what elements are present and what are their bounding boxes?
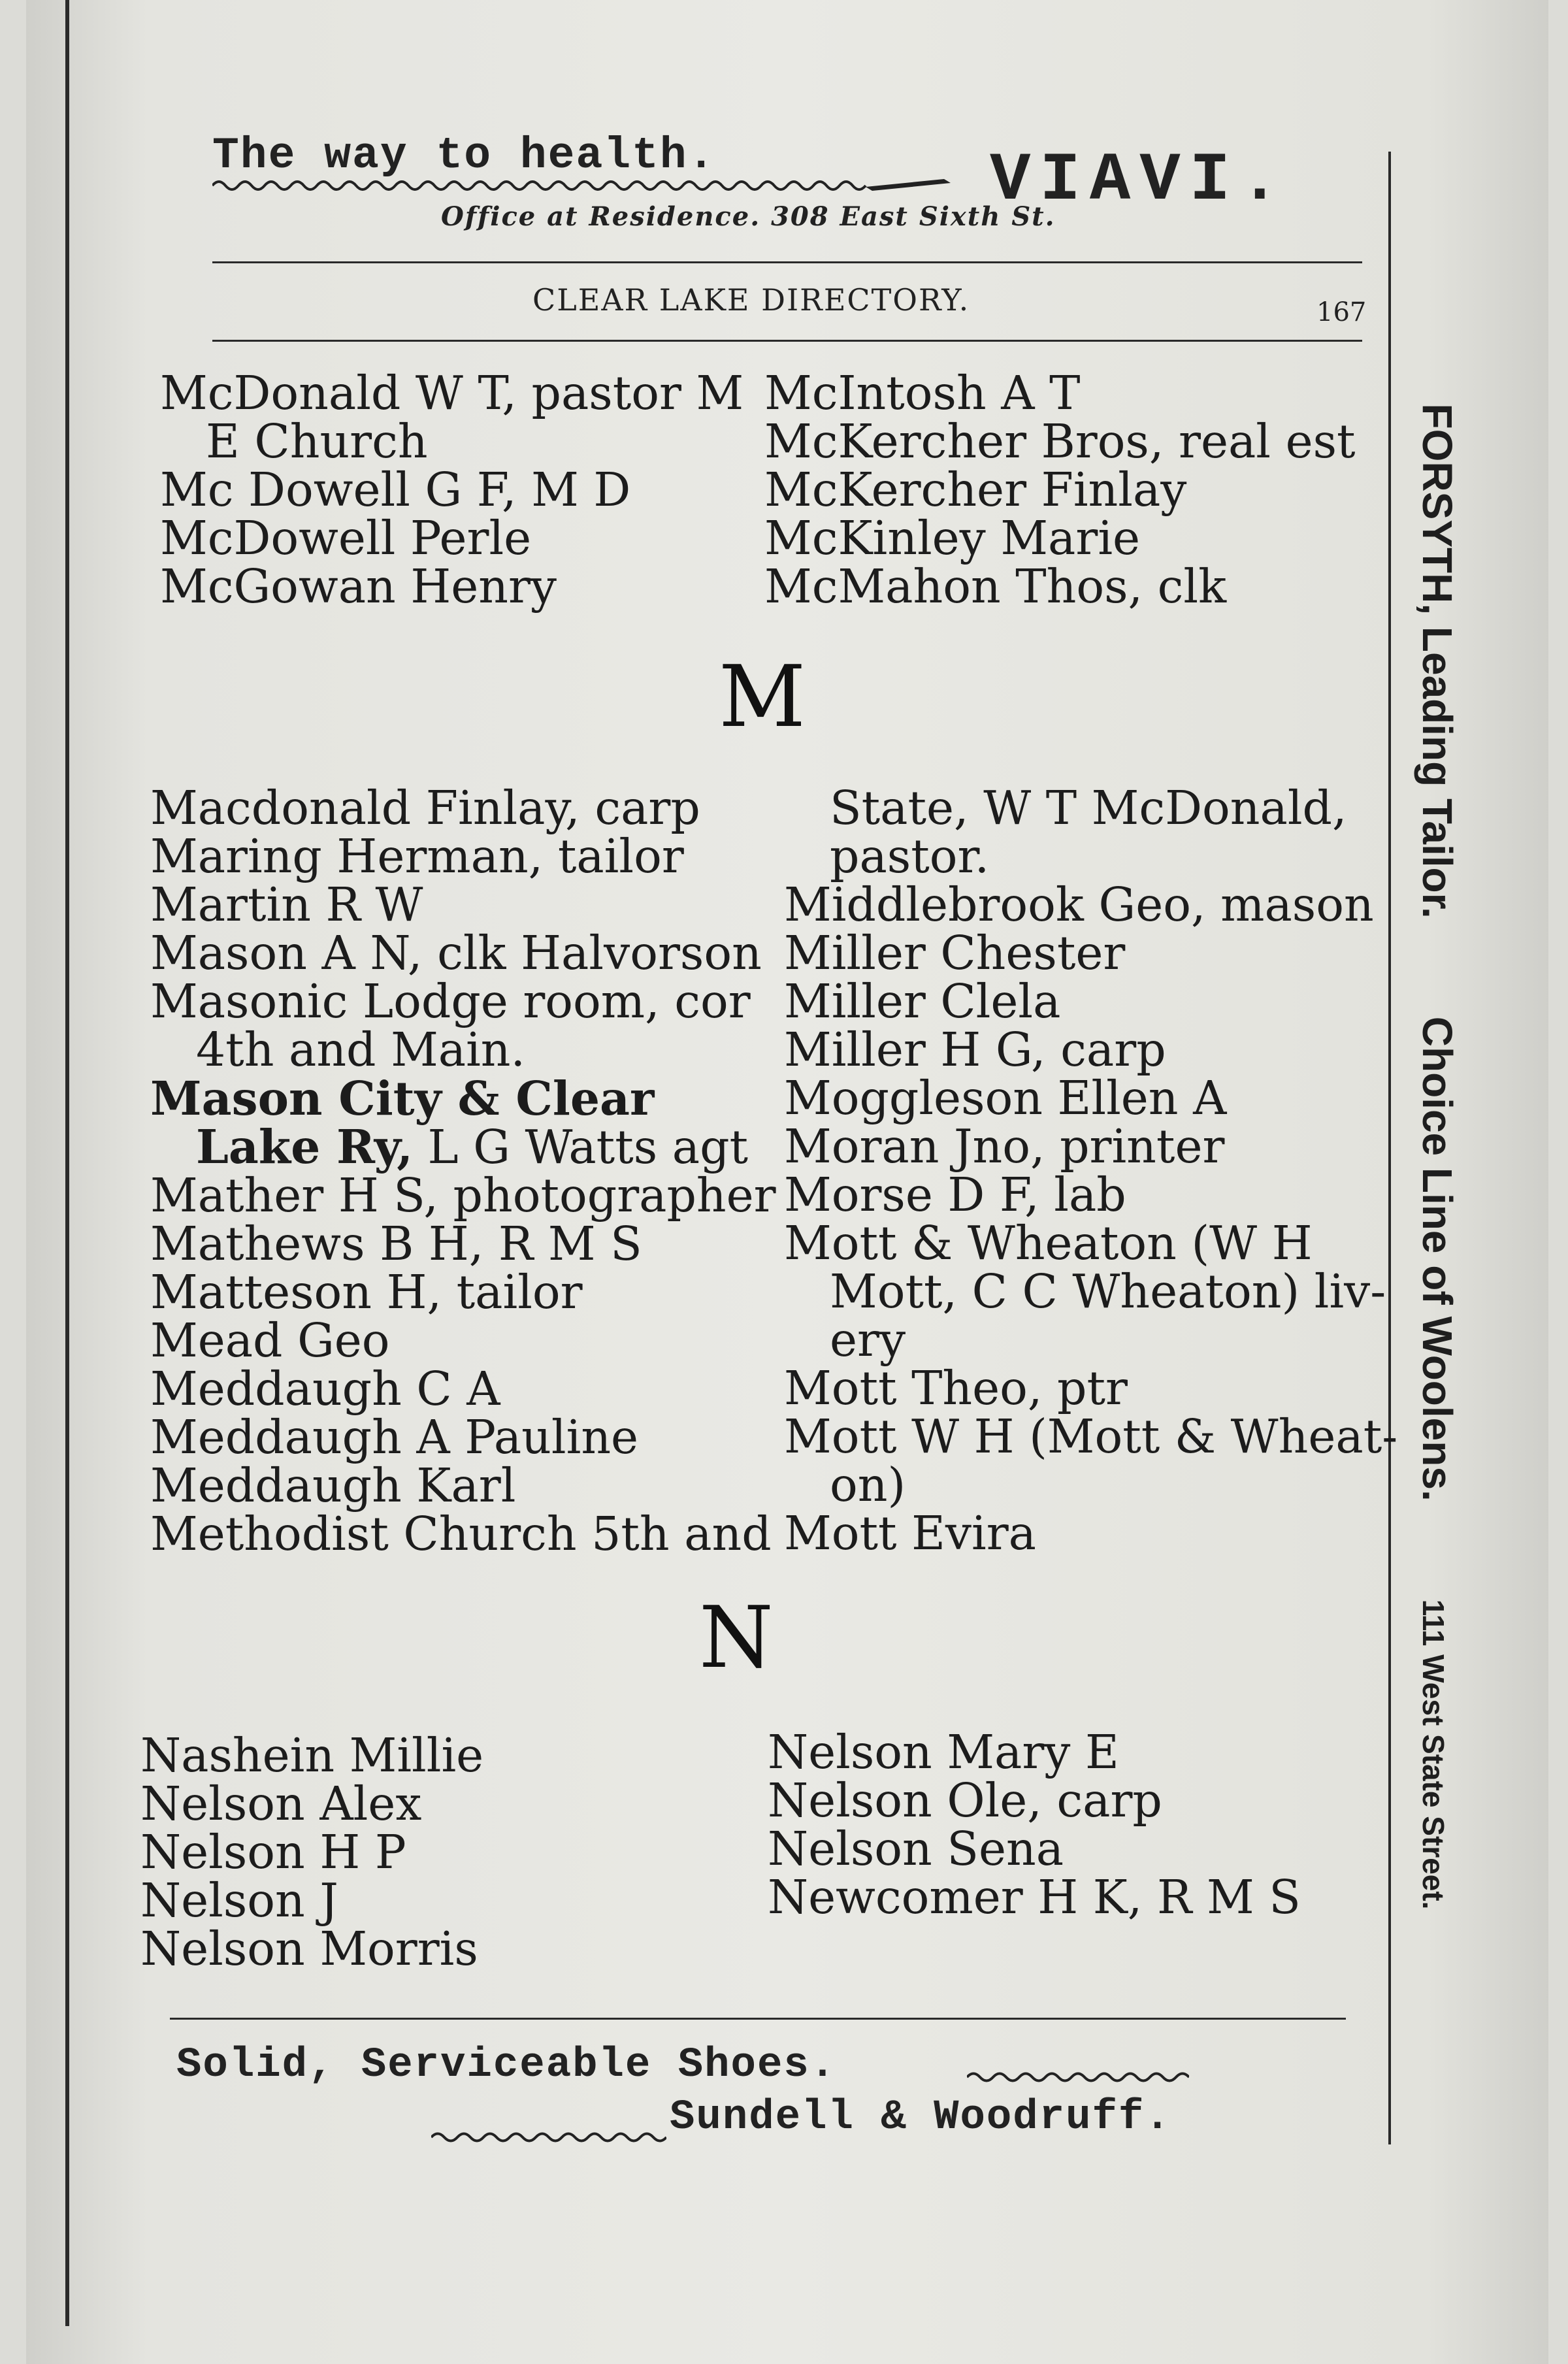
list-item: Mott Theo, ptr <box>784 1361 1128 1415</box>
list-item: Nelson J <box>140 1873 338 1928</box>
list-item: Mather H S, photographer <box>150 1168 776 1223</box>
list-item: McKercher Bros, real est <box>764 414 1356 468</box>
side-ad-tailor: FORSYTH, Leading Tailor. <box>1414 403 1461 919</box>
list-item: McDowell Perle <box>160 511 532 565</box>
side-ad-forsyth <box>1413 404 1462 1910</box>
list-item: Newcomer H K, R M S <box>768 1870 1301 1924</box>
ad-sundell-woodruff: Sundell & Woodruff. <box>670 2094 1171 2141</box>
list-item: on) <box>830 1458 906 1512</box>
binding-edge <box>65 0 69 2326</box>
list-item: Mott & Wheaton (W H <box>784 1216 1313 1270</box>
section-letter-m: M <box>719 647 806 746</box>
list-item: Miller Clela <box>784 974 1061 1028</box>
header-rule-bottom <box>212 340 1362 342</box>
list-item: E Church <box>206 414 428 468</box>
ad-shoes: Solid, Serviceable Shoes. <box>176 2042 837 2089</box>
side-ad-address: 111 West State Street. <box>1416 1599 1450 1910</box>
list-item: Middlebrook Geo, mason <box>784 878 1374 932</box>
list-item: McKinley Marie <box>764 511 1141 565</box>
list-item: Nelson Sena <box>768 1822 1064 1876</box>
section-n-left-column <box>140 1728 484 1976</box>
list-item: Mason City & Clear <box>150 1071 655 1126</box>
list-item: Masonic Lodge room, cor <box>150 974 751 1028</box>
directory-page <box>26 0 1548 2364</box>
list-item: Mott W H (Mott & Wheat- <box>784 1409 1398 1464</box>
list-item: ery <box>830 1313 906 1367</box>
list-item: McMahon Thos, clk <box>764 559 1227 614</box>
list-item: McGowan Henry <box>160 559 557 614</box>
list-item: Nelson Morris <box>140 1922 478 1976</box>
list-item: Meddaugh A Pauline <box>150 1410 639 1464</box>
section-letter-n: N <box>699 1588 774 1687</box>
list-item: Mott Evira <box>784 1506 1036 1560</box>
list-item: State, W T McDonald, <box>830 781 1347 835</box>
list-item: Mathews B H, R M S <box>150 1217 642 1271</box>
list-item: Moran Jno, printer <box>784 1119 1225 1174</box>
list-item: Mc Dowell G F, M D <box>160 463 631 517</box>
list-item: L G Watts agt <box>427 1120 749 1174</box>
ad-viavi: VIAVI. <box>990 142 1290 220</box>
list-item: Maring Herman, tailor <box>150 829 684 883</box>
list-item: Nelson Alex <box>140 1777 422 1831</box>
list-item: Morse D F, lab <box>784 1168 1126 1222</box>
list-item: Matteson H, tailor <box>150 1265 583 1319</box>
section-n-right-column <box>768 1725 1301 1924</box>
list-item: McDonald W T, pastor M <box>160 366 744 420</box>
list-item: Nelson Mary E <box>768 1725 1119 1779</box>
header-rule-top <box>212 261 1362 263</box>
ad-office-address: Office at Residence. 308 East Sixth St. <box>441 201 1056 232</box>
list-item: Miller Chester <box>784 926 1126 980</box>
list-item: Moggleson Ellen A <box>784 1071 1227 1125</box>
section-m-right-column <box>784 781 1398 1560</box>
page-number: 167 <box>1316 297 1367 327</box>
list-item: Nashein Millie <box>140 1728 484 1782</box>
list-item: McIntosh A T <box>764 366 1081 420</box>
list-item: 4th and Main. <box>196 1023 526 1077</box>
list-item: pastor. <box>830 829 990 883</box>
wave-decoration-icon <box>431 2130 666 2144</box>
list-item: Miller H G, carp <box>784 1023 1166 1077</box>
section-m-left-column <box>150 781 776 1561</box>
list-item: Mott, C C Wheaton) liv- <box>830 1264 1386 1319</box>
list-item: Macdonald Finlay, carp <box>150 781 700 835</box>
page-title: CLEAR LAKE DIRECTORY. <box>532 282 970 318</box>
list-item: Martin R W <box>150 878 423 932</box>
footer-rule <box>170 2018 1346 2020</box>
list-item: Nelson Ole, carp <box>768 1773 1162 1828</box>
list-item: Methodist Church 5th and <box>150 1507 772 1561</box>
list-item: Mason A N, clk Halvorson <box>150 926 762 980</box>
list-item: Nelson H P <box>140 1825 406 1879</box>
list-item: Meddaugh Karl <box>150 1458 516 1513</box>
list-item: Lake Ry, <box>196 1119 413 1174</box>
wave-decoration-icon <box>212 178 951 193</box>
side-ad-woolens: Choice Line of Woolens. <box>1414 1016 1461 1502</box>
ad-top-left: The way to health. <box>212 131 716 181</box>
list-item: Mead Geo <box>150 1313 390 1368</box>
list-item: McKercher Finlay <box>764 463 1187 517</box>
top-right-column <box>764 366 1356 614</box>
top-left-column <box>160 366 744 614</box>
wave-decoration-icon <box>967 2070 1189 2084</box>
list-item: Meddaugh C A <box>150 1362 500 1416</box>
